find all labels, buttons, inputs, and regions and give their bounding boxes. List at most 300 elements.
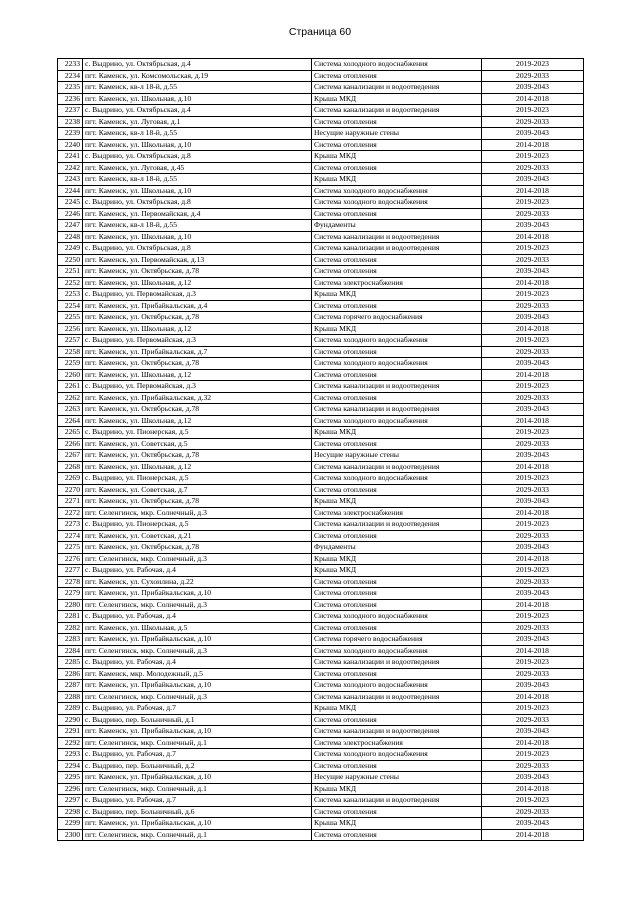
table-row [58,473,584,485]
table-body [58,59,584,841]
table-row [58,519,584,531]
row-number-cell: 2266 [58,438,83,450]
row-number-cell: 2271 [58,496,83,508]
table-row [58,139,584,151]
system-cell: Система горячего водоснабжения [312,634,482,646]
address-cell: с. Выдрино, ул. Рабочая, д.7 [83,749,312,761]
system-cell: Система отопления [312,300,482,312]
table-row [58,174,584,186]
period-cell: 2019-2023 [482,703,584,715]
period-cell: 2019-2023 [482,749,584,761]
system-cell: Система холодного водоснабжения [312,645,482,657]
table-row [58,783,584,795]
row-number-cell: 2274 [58,530,83,542]
table-row [58,59,584,71]
system-cell: Крыша МКД [312,427,482,439]
address-cell: с. Выдрино, ул. Первомайская, д.3 [83,335,312,347]
table-row [58,266,584,278]
row-number-cell: 2273 [58,519,83,531]
address-cell: с. Выдрино, ул. Рабочая, д.4 [83,611,312,623]
table-row [58,749,584,761]
period-cell: 2039-2043 [482,174,584,186]
table-row [58,772,584,784]
row-number-cell: 2253 [58,289,83,301]
system-cell: Система электроснабжения [312,277,482,289]
table-row [58,185,584,197]
address-cell: пгт. Каменск, ул. Октябрьская, д.78 [83,312,312,324]
period-cell: 2039-2043 [482,450,584,462]
system-cell: Система холодного водоснабжения [312,680,482,692]
system-cell: Система отопления [312,576,482,588]
period-cell: 2039-2043 [482,588,584,600]
system-cell: Крыша МКД [312,496,482,508]
table-row [58,392,584,404]
row-number-cell: 2242 [58,162,83,174]
address-cell: пгт. Каменск, ул. Школьная, д.12 [83,323,312,335]
row-number-cell: 2243 [58,174,83,186]
table-row [58,277,584,289]
table-row [58,714,584,726]
address-cell: пгт. Каменск, ул. Прибайкальская, д.32 [83,392,312,404]
system-cell: Система отопления [312,806,482,818]
address-cell: с. Выдрино, ул. Рабочая, д.7 [83,795,312,807]
row-number-cell: 2288 [58,691,83,703]
row-number-cell: 2245 [58,197,83,209]
row-number-cell: 2268 [58,461,83,473]
address-cell: пгт. Каменск, ул. Октябрьская, д.78 [83,404,312,416]
table-row [58,657,584,669]
row-number-cell: 2254 [58,300,83,312]
row-number-cell: 2267 [58,450,83,462]
address-cell: с. Выдрино, ул. Рабочая, д.7 [83,703,312,715]
period-cell: 2039-2043 [482,726,584,738]
period-cell: 2029-2033 [482,346,584,358]
row-number-cell: 2292 [58,737,83,749]
table-row [58,565,584,577]
row-number-cell: 2272 [58,507,83,519]
address-cell: пгт. Каменск, ул. Первомайская, д.4 [83,208,312,220]
table-row [58,231,584,243]
address-cell: пгт. Каменск, ул. Прибайкальская, д.10 [83,680,312,692]
system-cell: Крыша МКД [312,151,482,163]
row-number-cell: 2248 [58,231,83,243]
row-number-cell: 2293 [58,749,83,761]
row-number-cell: 2295 [58,772,83,784]
table-row [58,243,584,255]
row-number-cell: 2257 [58,335,83,347]
table-row [58,703,584,715]
address-cell: пгт. Каменск, ул. Октябрьская, д.78 [83,358,312,370]
row-number-cell: 2299 [58,818,83,830]
period-cell: 2019-2023 [482,197,584,209]
system-cell: Система отопления [312,70,482,82]
address-cell: пгт. Каменск, ул. Луговая, д.1 [83,116,312,128]
system-cell: Система электроснабжения [312,507,482,519]
period-cell: 2014-2018 [482,645,584,657]
system-cell: Система канализации и водоотведения [312,519,482,531]
table-row [58,680,584,692]
row-number-cell: 2252 [58,277,83,289]
period-cell: 2019-2023 [482,289,584,301]
system-cell: Система отопления [312,760,482,772]
address-cell: пгт. Каменск, ул. Октябрьская, д.78 [83,542,312,554]
period-cell: 2019-2023 [482,381,584,393]
row-number-cell: 2235 [58,82,83,94]
table-row [58,507,584,519]
table-row [58,415,584,427]
period-cell: 2014-2018 [482,93,584,105]
system-cell: Система холодного водоснабжения [312,335,482,347]
row-number-cell: 2275 [58,542,83,554]
period-cell: 2014-2018 [482,691,584,703]
period-cell: 2029-2033 [482,70,584,82]
address-cell: пгт. Каменск, ул. Советская, д.7 [83,484,312,496]
period-cell: 2029-2033 [482,162,584,174]
row-number-cell: 2240 [58,139,83,151]
table-row [58,358,584,370]
address-cell: пгт. Каменск, мкр. Молодежный, д.5 [83,668,312,680]
system-cell: Крыша МКД [312,565,482,577]
address-cell: пгт. Селенгинск, мкр. Солнечный, д.1 [83,737,312,749]
address-cell: пгт. Каменск, кв-л 18-й, д.55 [83,82,312,94]
table-row [58,645,584,657]
table-row [58,576,584,588]
address-cell: с. Выдрино, ул. Октябрьская, д.8 [83,151,312,163]
table-row [58,611,584,623]
table-row [58,289,584,301]
period-cell: 2019-2023 [482,59,584,71]
row-number-cell: 2290 [58,714,83,726]
system-cell: Система отопления [312,254,482,266]
table-row [58,128,584,140]
period-cell: 2039-2043 [482,680,584,692]
row-number-cell: 2276 [58,553,83,565]
table-row [58,300,584,312]
system-cell: Система канализации и водоотведения [312,726,482,738]
address-cell: с. Выдрино, ул. Пионерская, д.5 [83,427,312,439]
period-cell: 2014-2018 [482,185,584,197]
address-cell: с. Выдрино, ул. Октябрьская, д.4 [83,59,312,71]
period-cell: 2029-2033 [482,438,584,450]
address-cell: пгт. Селенгинск, мкр. Солнечный, д.1 [83,783,312,795]
period-cell: 2029-2033 [482,806,584,818]
period-cell: 2039-2043 [482,496,584,508]
table-row [58,599,584,611]
address-cell: пгт. Каменск, ул. Школьная, д.12 [83,277,312,289]
period-cell: 2029-2033 [482,116,584,128]
capital-repair-table [57,58,584,841]
row-number-cell: 2258 [58,346,83,358]
table-row [58,542,584,554]
system-cell: Система отопления [312,369,482,381]
row-number-cell: 2259 [58,358,83,370]
address-cell: пгт. Селенгинск, мкр. Солнечный, д.3 [83,507,312,519]
system-cell: Крыша МКД [312,818,482,830]
period-cell: 2019-2023 [482,657,584,669]
system-cell: Система холодного водоснабжения [312,415,482,427]
period-cell: 2039-2043 [482,404,584,416]
address-cell: пгт. Каменск, ул. Советская, д.21 [83,530,312,542]
table-row [58,70,584,82]
address-cell: пгт. Каменск, ул. Школьная, д.12 [83,461,312,473]
system-cell: Система холодного водоснабжения [312,611,482,623]
row-number-cell: 2280 [58,599,83,611]
row-number-cell: 2289 [58,703,83,715]
address-cell: пгт. Каменск, ул. Октябрьская, д.78 [83,450,312,462]
address-cell: с. Выдрино, ул. Пионерская, д.5 [83,519,312,531]
period-cell: 2029-2033 [482,484,584,496]
period-cell: 2039-2043 [482,772,584,784]
address-cell: пгт. Каменск, ул. Школьная, д.5 [83,622,312,634]
system-cell: Система отопления [312,346,482,358]
system-cell: Система отопления [312,530,482,542]
period-cell: 2014-2018 [482,599,584,611]
row-number-cell: 2265 [58,427,83,439]
period-cell: 2039-2043 [482,82,584,94]
row-number-cell: 2241 [58,151,83,163]
row-number-cell: 2246 [58,208,83,220]
address-cell: с. Выдрино, ул. Рабочая, д.4 [83,565,312,577]
row-number-cell: 2260 [58,369,83,381]
row-number-cell: 2261 [58,381,83,393]
system-cell: Фундаменты [312,220,482,232]
period-cell: 2019-2023 [482,473,584,485]
period-cell: 2014-2018 [482,415,584,427]
address-cell: пгт. Селенгинск, мкр. Солнечный, д.3 [83,691,312,703]
system-cell: Система горячего водоснабжения [312,312,482,324]
table-row [58,323,584,335]
system-cell: Система отопления [312,392,482,404]
address-cell: пгт. Каменск, ул. Школьная, д.10 [83,185,312,197]
period-cell: 2029-2033 [482,530,584,542]
address-cell: с. Выдрино, ул. Пионерская, д.5 [83,473,312,485]
table-row [58,116,584,128]
address-cell: пгт. Каменск, ул. Комсомольская, д.19 [83,70,312,82]
system-cell: Система канализации и водоотведения [312,461,482,473]
system-cell: Система отопления [312,208,482,220]
period-cell: 2019-2023 [482,519,584,531]
system-cell: Система отопления [312,588,482,600]
address-cell: с. Выдрино, ул. Первомайская, д.3 [83,381,312,393]
period-cell: 2029-2033 [482,576,584,588]
system-cell: Система канализации и водоотведения [312,105,482,117]
row-number-cell: 2250 [58,254,83,266]
system-cell: Крыша МКД [312,323,482,335]
row-number-cell: 2264 [58,415,83,427]
row-number-cell: 2234 [58,70,83,82]
system-cell: Несущие наружные стены [312,772,482,784]
period-cell: 2029-2033 [482,760,584,772]
system-cell: Несущие наружные стены [312,450,482,462]
address-cell: пгт. Каменск, ул. Школьная, д.10 [83,231,312,243]
period-cell: 2019-2023 [482,151,584,163]
period-cell: 2029-2033 [482,300,584,312]
address-cell: пгт. Каменск, ул. Октябрьская, д.78 [83,496,312,508]
system-cell: Крыша МКД [312,174,482,186]
period-cell: 2019-2023 [482,795,584,807]
row-number-cell: 2262 [58,392,83,404]
table-row [58,795,584,807]
address-cell: с. Выдрино, пер. Больничный, д.1 [83,714,312,726]
row-number-cell: 2285 [58,657,83,669]
period-cell: 2039-2043 [482,128,584,140]
period-cell: 2029-2033 [482,254,584,266]
system-cell: Система отопления [312,599,482,611]
table-row [58,818,584,830]
address-cell: пгт. Каменск, ул. Школьная, д.12 [83,415,312,427]
row-number-cell: 2284 [58,645,83,657]
address-cell: пгт. Каменск, ул. Прибайкальская, д.10 [83,634,312,646]
period-cell: 2014-2018 [482,461,584,473]
address-cell: пгт. Каменск, ул. Октябрьская, д.78 [83,266,312,278]
address-cell: пгт. Каменск, кв-л 18-й, д.55 [83,128,312,140]
address-cell: пгт. Селенгинск, мкр. Солнечный, д.3 [83,645,312,657]
system-cell: Система канализации и водоотведения [312,795,482,807]
system-cell: Система канализации и водоотведения [312,691,482,703]
row-number-cell: 2287 [58,680,83,692]
system-cell: Система отопления [312,668,482,680]
system-cell: Система отопления [312,116,482,128]
address-cell: пгт. Каменск, ул. Прибайкальская, д.10 [83,772,312,784]
address-cell: пгт. Селенгинск, мкр. Солнечный, д.1 [83,829,312,841]
table-row [58,381,584,393]
row-number-cell: 2269 [58,473,83,485]
system-cell: Система канализации и водоотведения [312,231,482,243]
table-row [58,461,584,473]
system-cell: Система отопления [312,139,482,151]
period-cell: 2014-2018 [482,507,584,519]
table-row [58,622,584,634]
period-cell: 2029-2033 [482,208,584,220]
period-cell: 2014-2018 [482,277,584,289]
row-number-cell: 2294 [58,760,83,772]
system-cell: Система холодного водоснабжения [312,358,482,370]
system-cell: Система отопления [312,266,482,278]
table-row [58,312,584,324]
table-row [58,335,584,347]
address-cell: с. Выдрино, ул. Первомайская, д.3 [83,289,312,301]
system-cell: Система холодного водоснабжения [312,185,482,197]
table-row [58,530,584,542]
row-number-cell: 2239 [58,128,83,140]
row-number-cell: 2298 [58,806,83,818]
row-number-cell: 2236 [58,93,83,105]
table-row [58,553,584,565]
table-row [58,496,584,508]
period-cell: 2014-2018 [482,369,584,381]
system-cell: Несущие наружные стены [312,128,482,140]
address-cell: пгт. Каменск, ул. Первомайская, д.13 [83,254,312,266]
row-number-cell: 2255 [58,312,83,324]
period-cell: 2014-2018 [482,783,584,795]
table-row [58,806,584,818]
period-cell: 2029-2033 [482,714,584,726]
period-cell: 2029-2033 [482,622,584,634]
address-cell: пгт. Каменск, кв-л 18-й, д.55 [83,220,312,232]
row-number-cell: 2249 [58,243,83,255]
row-number-cell: 2278 [58,576,83,588]
row-number-cell: 2277 [58,565,83,577]
address-cell: пгт. Каменск, ул. Школьная, д.12 [83,369,312,381]
row-number-cell: 2286 [58,668,83,680]
row-number-cell: 2283 [58,634,83,646]
table-row [58,668,584,680]
system-cell: Крыша МКД [312,783,482,795]
period-cell: 2014-2018 [482,553,584,565]
table-row [58,162,584,174]
table-row [58,427,584,439]
table-row [58,404,584,416]
system-cell: Система отопления [312,622,482,634]
period-cell: 2039-2043 [482,634,584,646]
period-cell: 2019-2023 [482,565,584,577]
table-row [58,726,584,738]
system-cell: Крыша МКД [312,703,482,715]
table-row [58,369,584,381]
table-row [58,346,584,358]
row-number-cell: 2233 [58,59,83,71]
address-cell: пгт. Каменск, ул. Прибайкальская, д.10 [83,818,312,830]
table-row [58,450,584,462]
row-number-cell: 2238 [58,116,83,128]
system-cell: Система холодного водоснабжения [312,59,482,71]
row-number-cell: 2251 [58,266,83,278]
row-number-cell: 2296 [58,783,83,795]
row-number-cell: 2291 [58,726,83,738]
address-cell: пгт. Каменск, ул. Луговая, д.45 [83,162,312,174]
period-cell: 2014-2018 [482,737,584,749]
period-cell: 2019-2023 [482,611,584,623]
period-cell: 2039-2043 [482,266,584,278]
table-row [58,82,584,94]
system-cell: Система электроснабжения [312,737,482,749]
system-cell: Система отопления [312,829,482,841]
address-cell: пгт. Каменск, кв-л 18-й, д.55 [83,174,312,186]
address-cell: с. Выдрино, ул. Октябрьская, д.4 [83,105,312,117]
table-row [58,197,584,209]
row-number-cell: 2256 [58,323,83,335]
table-row [58,588,584,600]
row-number-cell: 2237 [58,105,83,117]
system-cell: Фундаменты [312,542,482,554]
address-cell: пгт. Каменск, ул. Прибайкальская, д.4 [83,300,312,312]
table-row [58,93,584,105]
row-number-cell: 2279 [58,588,83,600]
period-cell: 2029-2033 [482,392,584,404]
system-cell: Система холодного водоснабжения [312,197,482,209]
system-cell: Крыша МКД [312,93,482,105]
address-cell: с. Выдрино, пер. Больничный, д.6 [83,806,312,818]
address-cell: пгт. Каменск, ул. Школьная, д.10 [83,93,312,105]
address-cell: с. Выдрино, ул. Октябрьская, д.8 [83,197,312,209]
system-cell: Система канализации и водоотведения [312,381,482,393]
system-cell: Система отопления [312,438,482,450]
page-title: Страница 60 [288,26,352,38]
table-row [58,829,584,841]
table-row [58,760,584,772]
period-cell: 2019-2023 [482,335,584,347]
address-cell: пгт. Селенгинск, мкр. Солнечный, д.3 [83,553,312,565]
period-cell: 2029-2033 [482,668,584,680]
address-cell: с. Выдрино, ул. Рабочая, д.4 [83,657,312,669]
system-cell: Система отопления [312,484,482,496]
period-cell: 2014-2018 [482,323,584,335]
table-row [58,438,584,450]
system-cell: Система канализации и водоотведения [312,243,482,255]
system-cell: Крыша МКД [312,553,482,565]
address-cell: пгт. Каменск, ул. Советская, д.5 [83,438,312,450]
row-number-cell: 2270 [58,484,83,496]
